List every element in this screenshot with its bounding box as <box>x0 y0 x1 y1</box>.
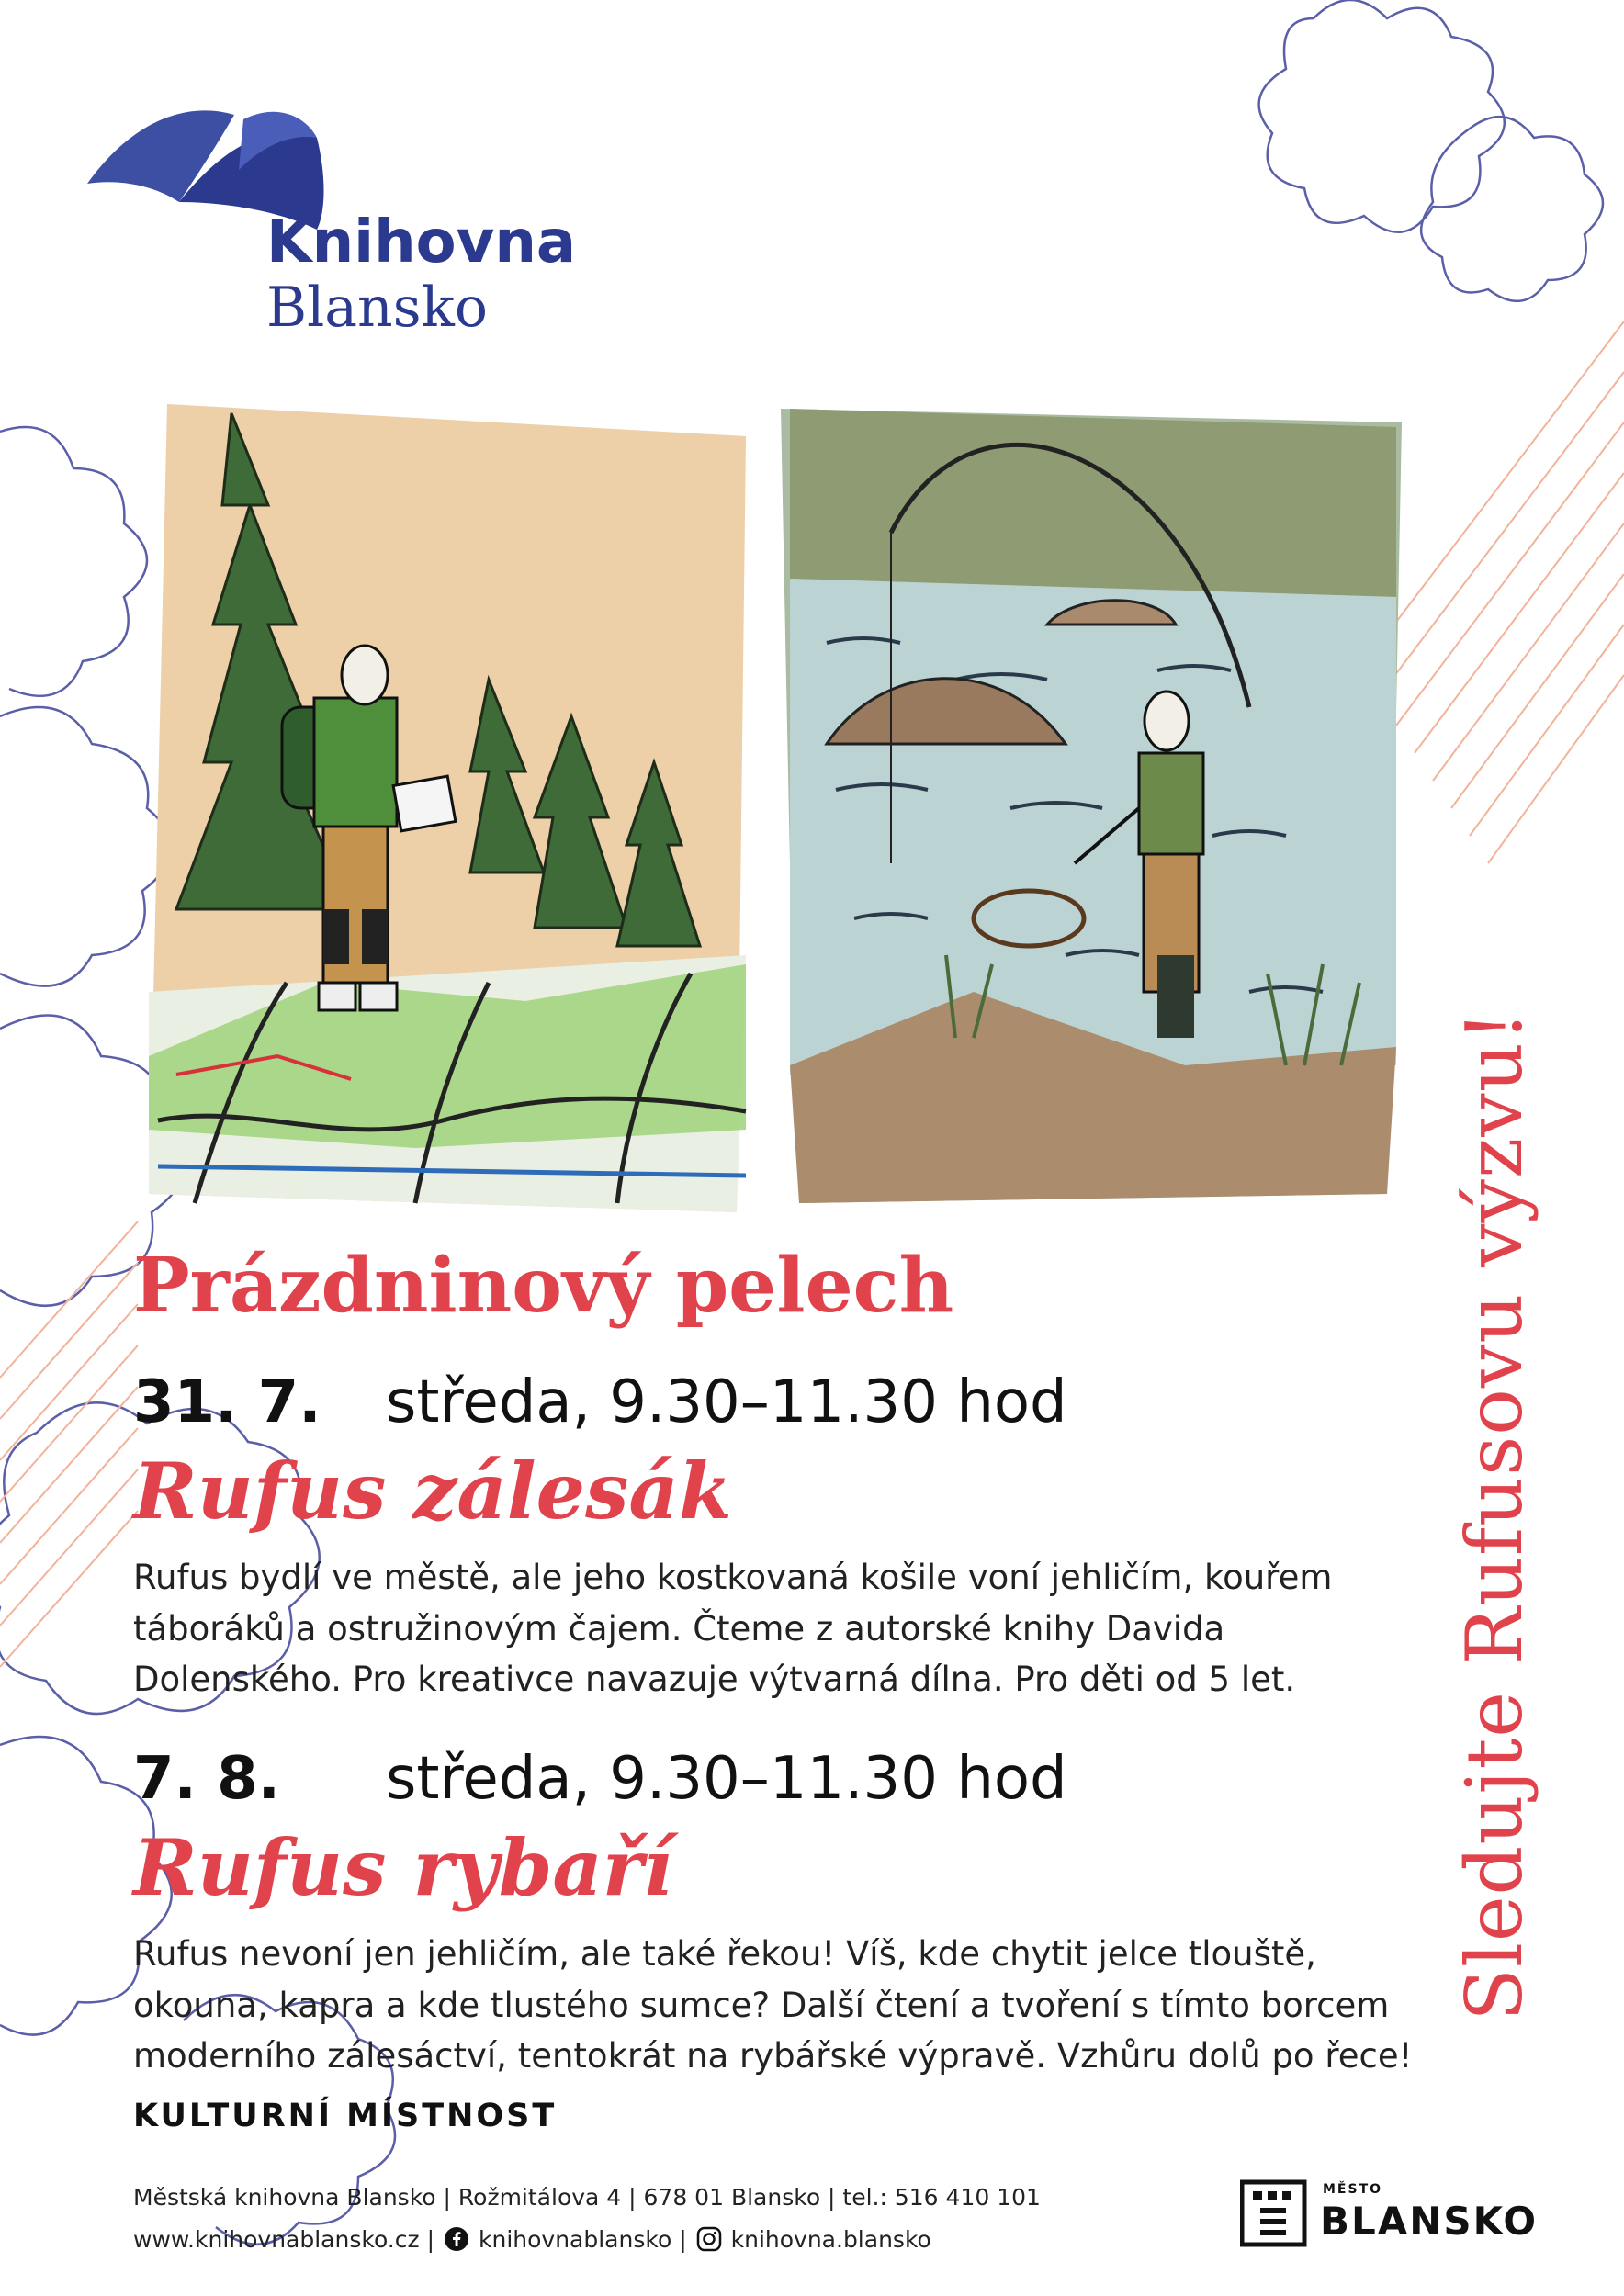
facebook-icon <box>444 2226 469 2252</box>
logo-text-line2: Blansko <box>266 276 488 340</box>
footer-contacts: Městská knihovna Blansko | Rožmitálova 4 | 678 01 Blansko | tel.: 516 410 101 <box>133 2184 1041 2211</box>
illustration-hiker <box>140 395 760 1217</box>
flower-outline-top-right <box>1259 0 1505 232</box>
event-title: Prázdninový pelech <box>133 1242 954 1330</box>
city-logo-small-text: MĚSTO <box>1323 2182 1383 2197</box>
session-2-date: 7. 8. <box>133 1745 280 1813</box>
footer-links <box>133 2226 931 2252</box>
session-2-description <box>133 1929 1438 2082</box>
logo-text-line1: Knihovna <box>266 208 577 276</box>
callout-container <box>1435 900 1554 2131</box>
session-1-description <box>133 1552 1438 1705</box>
flower-outline-left-1 <box>0 427 147 696</box>
facebook-link[interactable]: knihovnablansko | <box>479 2225 687 2253</box>
session-1-date: 31. 7. <box>133 1368 321 1436</box>
illustration-fisherman <box>772 404 1402 1203</box>
description-line: táboráků a ostružinovým čajem. Čteme z autorské knihy Davida <box>133 1608 1225 1649</box>
session-1-time: středa, 9.30–11.30 hod <box>386 1368 1067 1436</box>
session-1-subtitle: Rufus zálesák <box>133 1446 733 1536</box>
website-link[interactable]: www.knihovnablansko.cz | <box>133 2225 434 2253</box>
session-2-time: středa, 9.30–11.30 hod <box>386 1745 1067 1813</box>
description-line: moderního zálesáctví, tentokrát na rybářské výpravě. Vzhůru dolů po řece! <box>133 2036 1413 2076</box>
session-2-subtitle: Rufus rybaří <box>133 1822 673 1913</box>
description-line: Dolenského. Pro kreativce navazuje výtvarná dílna. Pro děti od 5 let. <box>133 1660 1296 1699</box>
description-line: Rufus nevoní jen jehličím, ale také řekou! Víš, kde chytit jelce tlouště, <box>133 1934 1316 1974</box>
instagram-icon <box>696 2226 722 2252</box>
callout-text: Sledujte Rufusovu výzvu! <box>1449 1009 1539 2021</box>
city-emblem-icon <box>1242 2182 1304 2245</box>
instagram-link[interactable]: knihovna.blansko <box>730 2225 931 2253</box>
description-line: okouna, kapra a kde tlustého sumce? Další čtení a tvoření s tímto borcem <box>133 1985 1390 2025</box>
venue-label: KULTURNÍ MÍSTNOST <box>133 2098 558 2134</box>
description-line: Rufus bydlí ve městě, ale jeho kostkovaná košile voní jehličím, kouřem <box>133 1558 1333 1597</box>
flower-outline-right <box>1421 117 1603 301</box>
city-logo-big-text: BLANSKO <box>1320 2199 1539 2244</box>
